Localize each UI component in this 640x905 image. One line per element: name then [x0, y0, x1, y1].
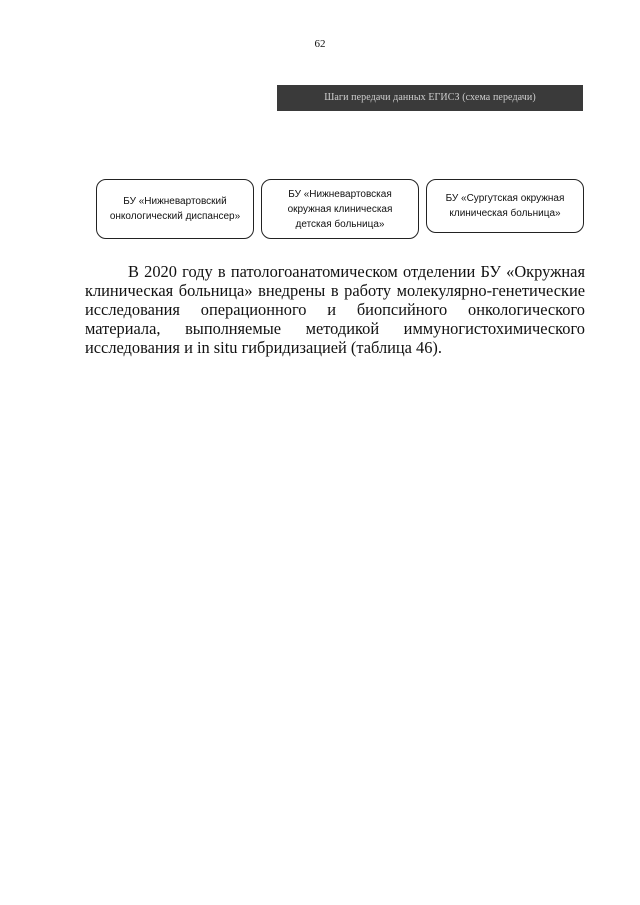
page-number: 62	[314, 38, 326, 50]
section-banner: Шаги передачи данных ЕГИСЗ (схема передачи)	[277, 85, 583, 111]
body-paragraph: В 2020 году в патологоанатомическом отделении БУ «Окружная клиническая больница» внедрены в работу молекулярно-генетические исследования операционного и биопсийного онкологического материала, выполняемые методикой иммуногистохимического исследования и in situ гибридизацией (таблица 46).	[85, 262, 585, 357]
org-box-line: детская больница»	[295, 218, 385, 230]
org-box-nizhnevartovsk-children-hospital	[261, 179, 419, 239]
org-box-line: окружная клиническая	[287, 203, 393, 215]
org-box-line: БУ «Нижневартовская	[288, 188, 392, 200]
org-box-line: БУ «Нижневартовский	[123, 196, 227, 207]
org-box-text	[446, 191, 565, 221]
org-box-nizhnevartovsk-oncology	[96, 179, 254, 239]
org-box-text	[110, 194, 240, 224]
org-box-text	[288, 187, 393, 232]
org-box-surgut-hospital	[426, 179, 584, 233]
org-box-line: клиническая больница»	[449, 208, 561, 219]
org-box-line: онкологический диспансер»	[109, 211, 241, 222]
org-box-line: БУ «Сургутская окружная	[445, 193, 565, 204]
